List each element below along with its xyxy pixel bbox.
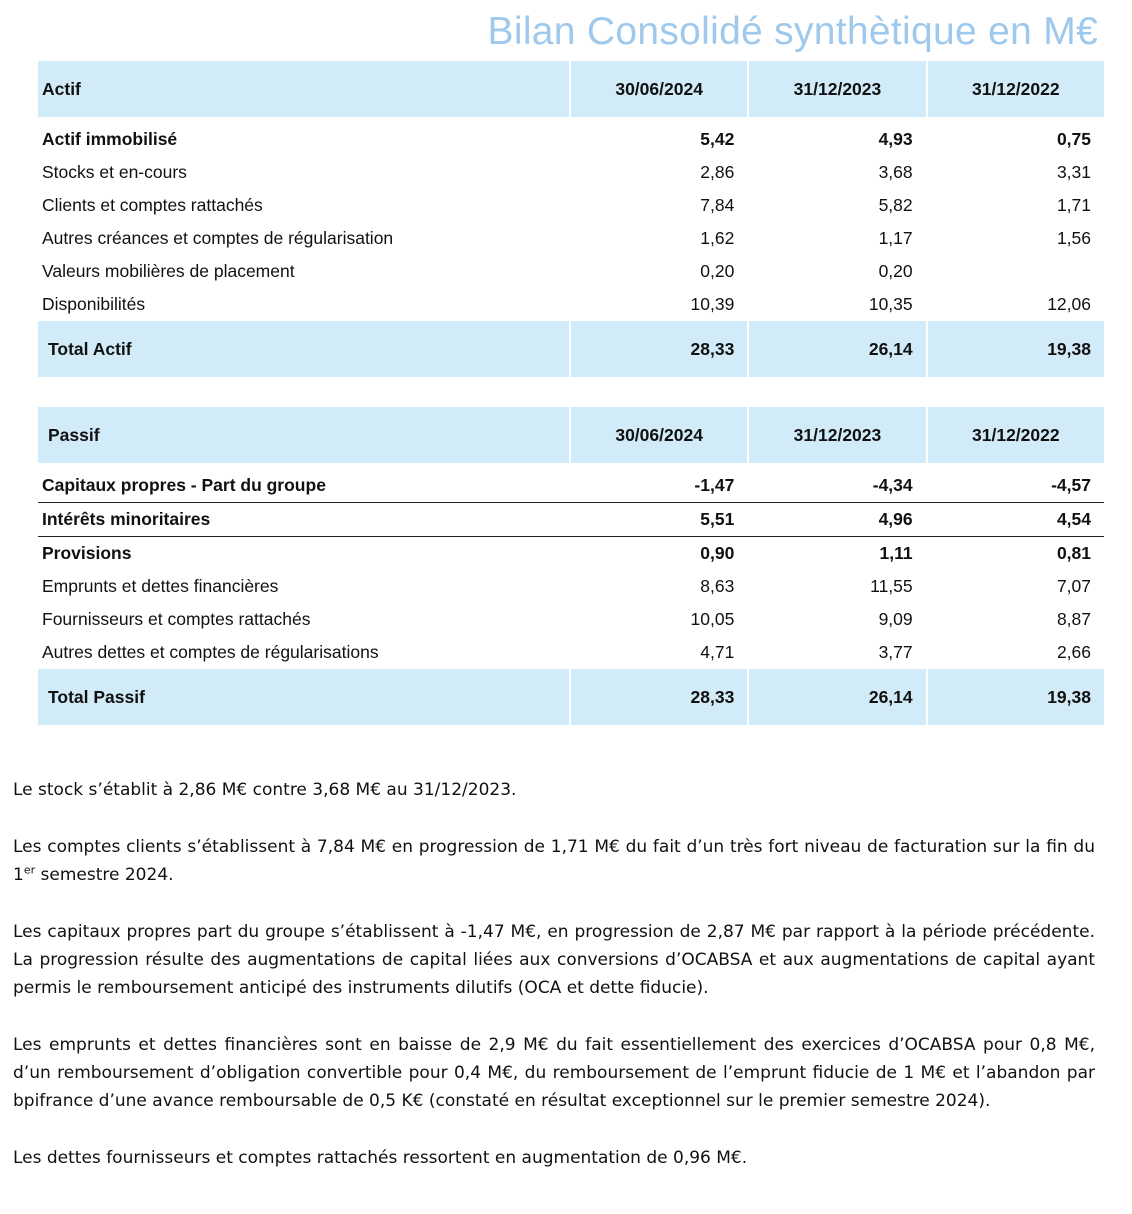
row-value-2023: 4,93 (878, 129, 913, 149)
actif-header-label: Actif (38, 61, 569, 117)
passif-header-col-3: 31/12/2022 (926, 407, 1104, 463)
total-value-2022: 19,38 (926, 669, 1104, 725)
row-value-2024: -1,47 (569, 469, 747, 503)
row-value-2024: 5,51 (569, 503, 747, 537)
actif-header-col-3: 31/12/2022 (926, 61, 1104, 117)
commentary-paragraph-clients (13, 833, 1095, 889)
commentary-paragraph-capitaux: Les capitaux propres part du groupe s’établissent à -1,47 M€, en progression de 2,87 M€ par rapport à la période précédente. La progression résulte des augmentations de capital liées aux conversions d’OCABSA et aux augmentations de capital ayant permis le remboursement anticipé des instruments dilutifs (OCA et dette fiducie). (13, 922, 1095, 998)
row-label: Provisions (42, 543, 132, 563)
row-value-2022: 8,87 (1056, 609, 1091, 629)
row-value-2023: -4,34 (747, 469, 925, 503)
actif-total-row (38, 321, 1104, 377)
row-value-2024: 8,63 (700, 576, 735, 596)
row-value-2024: 7,84 (700, 195, 735, 215)
row-value-2022 (926, 255, 1104, 288)
actif-row-vmp (38, 255, 1104, 288)
row-value-2023: 11,55 (870, 576, 913, 596)
actif-row-actif-immobilise (38, 123, 1104, 156)
total-value-2024: 28,33 (569, 669, 747, 725)
commentary-text: semestre 2024. (35, 865, 174, 885)
row-value-2022: 7,07 (1056, 576, 1091, 596)
passif-header-label: Passif (38, 407, 569, 463)
actif-row-stocks (38, 156, 1104, 189)
passif-row-provisions (38, 537, 1104, 570)
row-value-2022: -4,57 (926, 469, 1104, 503)
row-label: Valeurs mobilières de placement (42, 261, 295, 281)
commentary-paragraph-fournisseurs: Les dettes fournisseurs et comptes rattachés ressortent en augmentation de 0,96 M€. (13, 1148, 748, 1168)
total-value-2023: 26,14 (747, 321, 925, 377)
row-value-2024: 0,20 (700, 261, 735, 281)
passif-row-fournisseurs (38, 603, 1104, 636)
passif-header-row (38, 407, 1104, 463)
passif-row-emprunts (38, 570, 1104, 603)
row-label: Intérêts minoritaires (38, 503, 569, 537)
row-value-2022: 4,54 (926, 503, 1104, 537)
row-label: Emprunts et dettes financières (42, 576, 279, 596)
row-value-2023: 1,11 (879, 543, 913, 563)
row-value-2023: 4,96 (747, 503, 925, 537)
passif-table (38, 407, 1104, 725)
actif-header-row (38, 61, 1104, 117)
row-label: Disponibilités (42, 294, 146, 314)
row-value-2024: 0,90 (700, 543, 735, 563)
passif-row-autres-dettes (38, 636, 1104, 669)
row-value-2023: 0,20 (878, 261, 913, 281)
row-value-2024: 2,86 (700, 162, 735, 182)
row-label: Autres créances et comptes de régularisation (42, 228, 394, 248)
commentary-text: Les comptes clients s’établissent à 7,84 M€ en progression de 1,71 M€ du fait d’un très fort niveau de facturation sur la fin du 1 (13, 837, 1095, 885)
commentary-paragraph-emprunts: Les emprunts et dettes financières sont en baisse de 2,9 M€ du fait essentiellement des exercices d’OCABSA pour 0,8 M€, d’un remboursement d’obligation convertible pour 0,4 M€, du remboursement de l’emprunt fiducie de 1 M€ et l’abandon par bpifrance d’une avance remboursable de 0,5 K€ (constaté en résultat exceptionnel sur le premier semestre 2024). (13, 1035, 1095, 1111)
actif-table (38, 61, 1104, 377)
row-value-2022: 0,81 (1056, 543, 1091, 563)
actif-header-col-2: 31/12/2023 (747, 61, 925, 117)
row-label: Clients et comptes rattachés (42, 195, 263, 215)
total-value-2024: 28,33 (569, 321, 747, 377)
row-value-2022: 2,66 (1056, 642, 1091, 662)
passif-header-col-1: 30/06/2024 (569, 407, 747, 463)
actif-header-col-1: 30/06/2024 (569, 61, 747, 117)
passif-total-row (38, 669, 1104, 725)
superscript: er (23, 863, 36, 877)
row-value-2024: 4,71 (700, 642, 735, 662)
row-value-2022: 1,71 (1056, 195, 1091, 215)
passif-header-col-2: 31/12/2023 (747, 407, 925, 463)
row-label: Fournisseurs et comptes rattachés (42, 609, 311, 629)
row-value-2024: 5,42 (700, 129, 735, 149)
actif-row-autres-creances (38, 222, 1104, 255)
row-value-2022: 1,56 (1056, 228, 1091, 248)
row-label: Stocks et en-cours (42, 162, 187, 182)
row-value-2023: 3,77 (878, 642, 913, 662)
row-value-2023: 10,35 (868, 294, 913, 314)
total-value-2023: 26,14 (747, 669, 925, 725)
row-value-2023: 1,17 (878, 228, 913, 248)
row-value-2024: 10,39 (690, 294, 735, 314)
total-label: Total Passif (38, 669, 569, 725)
actif-row-clients (38, 189, 1104, 222)
commentary-paragraph-stock: Le stock s’établit à 2,86 M€ contre 3,68 M€ au 31/12/2023. (13, 780, 517, 800)
row-value-2022: 12,06 (1047, 294, 1091, 314)
total-label: Total Actif (38, 321, 569, 377)
row-label: Autres dettes et comptes de régularisations (42, 642, 379, 662)
passif-row-interets-minoritaires (38, 503, 1104, 537)
row-value-2024: 10,05 (690, 609, 735, 629)
document-title: Bilan Consolidé synthètique en M€ (487, 10, 1098, 53)
row-label: Actif immobilisé (42, 129, 178, 149)
row-label: Capitaux propres - Part du groupe (38, 469, 569, 503)
commentary-section (13, 776, 1095, 1201)
total-value-2022: 19,38 (926, 321, 1104, 377)
actif-row-disponibilites (38, 288, 1104, 321)
row-value-2024: 1,62 (700, 228, 735, 248)
passif-row-capitaux-propres (38, 469, 1104, 503)
row-value-2023: 9,09 (878, 609, 913, 629)
row-value-2023: 5,82 (878, 195, 913, 215)
row-value-2023: 3,68 (878, 162, 913, 182)
row-value-2022: 3,31 (1056, 162, 1091, 182)
row-value-2022: 0,75 (1056, 129, 1091, 149)
